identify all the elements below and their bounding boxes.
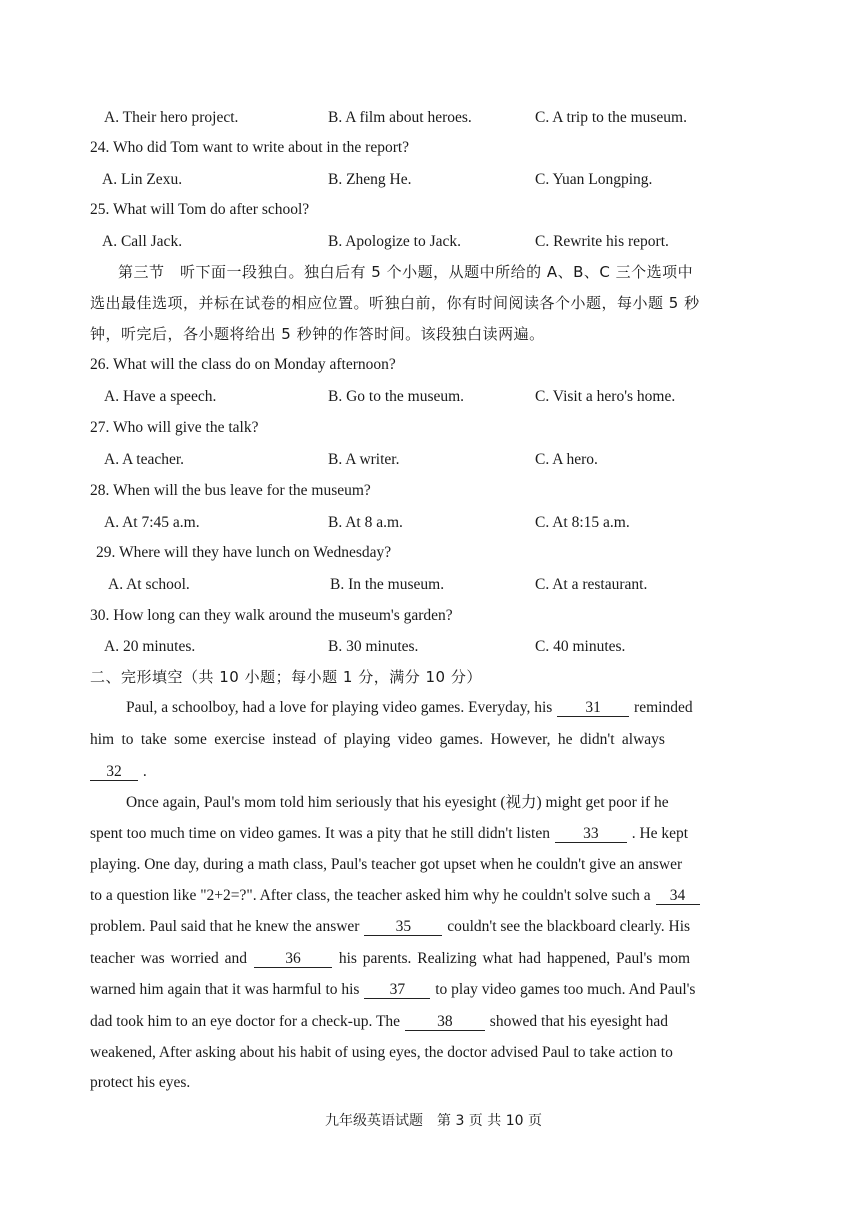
cloze-heading: 二、完形填空（共 10 小题；每小题 1 分，满分 10 分） [90, 668, 482, 686]
cloze-p2-line5 [90, 917, 760, 937]
cloze-p1-line1 [126, 698, 756, 718]
cloze-p2-line10: protect his eyes. [90, 1074, 191, 1091]
cloze-text: to a question like "2+2=?". After class, the teacher asked him why he couldn't solve such a [90, 887, 651, 904]
q29-stem: 29. Where will they have lunch on Wednesday? [96, 544, 392, 561]
cloze-p2-line3: playing. One day, during a math class, Paul's teacher got upset when he couldn't give an answer [90, 856, 683, 873]
q23-option-a: A. Their hero project. [104, 109, 239, 126]
cloze-p1-line3 [90, 762, 760, 782]
cloze-text: warned him again that it was harmful to his [90, 981, 360, 998]
q27-option-b: B. A writer. [328, 451, 400, 468]
q27-option-a: A. A teacher. [104, 451, 185, 468]
q25-option-c: C. Rewrite his report. [535, 233, 669, 250]
q29-option-b: B. In the museum. [330, 576, 445, 593]
cloze-text: dad took him to an eye doctor for a check-up. The [90, 1013, 401, 1030]
section3-line3: 钟，听完后，各小题将给出 5 秒钟的作答时间。该段独白读两遍。 [90, 325, 545, 343]
q28-stem: 28. When will the bus leave for the museum? [90, 482, 371, 499]
q25-option-b: B. Apologize to Jack. [328, 233, 462, 250]
q27-stem: 27. Who will give the talk? [90, 419, 259, 436]
cloze-text: to play video games too much. And Paul's [435, 981, 696, 998]
q28-option-c: C. At 8:15 a.m. [535, 514, 630, 531]
cloze-text: . [142, 763, 147, 780]
blank-38: 38 [405, 1014, 485, 1031]
q24-option-c: C. Yuan Longping. [535, 171, 653, 188]
cloze-p2-line2 [90, 824, 760, 844]
cloze-text: Paul, a schoolboy, had a love for playing video games. Everyday, his [126, 699, 553, 716]
cloze-text: his parents. Realizing what had happened, Paul's mom [338, 950, 691, 967]
section3-line2: 选出最佳选项，并标在试卷的相应位置。听独白前，你有时间阅读各个小题，每小题 5 秒 [90, 294, 700, 312]
blank-32: 32 [90, 764, 138, 781]
page-footer: 九年级英语试题 第 3 页 共 10 页 [325, 1113, 542, 1129]
q30-stem: 30. How long can they walk around the museum's garden? [90, 607, 453, 624]
cloze-p2-line8 [90, 1012, 760, 1032]
section3-line1: 第三节 听下面一段独白。独白后有 5 个小题，从题中所给的 A、B、C 三个选项中 [118, 263, 694, 281]
q26-stem: 26. What will the class do on Monday afternoon? [90, 356, 396, 373]
cloze-p2-line4 [90, 886, 760, 906]
q23-option-b: B. A film about heroes. [328, 109, 472, 126]
cloze-text: problem. Paul said that he knew the answer [90, 918, 360, 935]
blank-31: 31 [557, 700, 629, 717]
cloze-text: showed that his eyesight had [489, 1013, 669, 1030]
cloze-text: couldn't see the blackboard clearly. His [447, 918, 691, 935]
blank-37: 37 [364, 982, 430, 999]
q24-stem: 24. Who did Tom want to write about in the report? [90, 139, 410, 156]
q28-option-b: B. At 8 a.m. [328, 514, 403, 531]
q30-option-b: B. 30 minutes. [328, 638, 419, 655]
blank-35: 35 [364, 919, 442, 936]
q25-option-a: A. Call Jack. [102, 233, 183, 250]
cloze-text: spent too much time on video games. It was a pity that he still didn't listen [90, 825, 550, 842]
q26-option-c: C. Visit a hero's home. [535, 388, 676, 405]
cloze-p2-line7 [90, 980, 760, 1000]
q24-option-a: A. Lin Zexu. [102, 171, 183, 188]
blank-36: 36 [254, 951, 332, 968]
q30-option-c: C. 40 minutes. [535, 638, 626, 655]
q29-option-a: A. At school. [108, 576, 190, 593]
q23-option-c: C. A trip to the museum. [535, 109, 687, 126]
q30-option-a: A. 20 minutes. [104, 638, 196, 655]
cloze-text: reminded [634, 699, 693, 716]
q27-option-c: C. A hero. [535, 451, 598, 468]
cloze-text: teacher was worried and [90, 950, 248, 967]
cloze-p2-line9: weakened, After asking about his habit of using eyes, the doctor advised Paul to take action to [90, 1044, 673, 1061]
blank-34: 34 [656, 888, 700, 905]
q25-stem: 25. What will Tom do after school? [90, 201, 310, 218]
q26-option-b: B. Go to the museum. [328, 388, 465, 405]
q28-option-a: A. At 7:45 a.m. [104, 514, 200, 531]
cloze-p2-line1: Once again, Paul's mom told him seriously that his eyesight (视力) might get poor if he [126, 794, 669, 811]
blank-33: 33 [555, 826, 627, 843]
cloze-text: . He kept [631, 825, 689, 842]
cloze-p2-line6 [90, 949, 760, 969]
q26-option-a: A. Have a speech. [104, 388, 217, 405]
q24-option-b: B. Zheng He. [328, 171, 412, 188]
cloze-p1-line2: him to take some exercise instead of playing video games. However, he didn't always [90, 731, 665, 748]
q29-option-c: C. At a restaurant. [535, 576, 648, 593]
